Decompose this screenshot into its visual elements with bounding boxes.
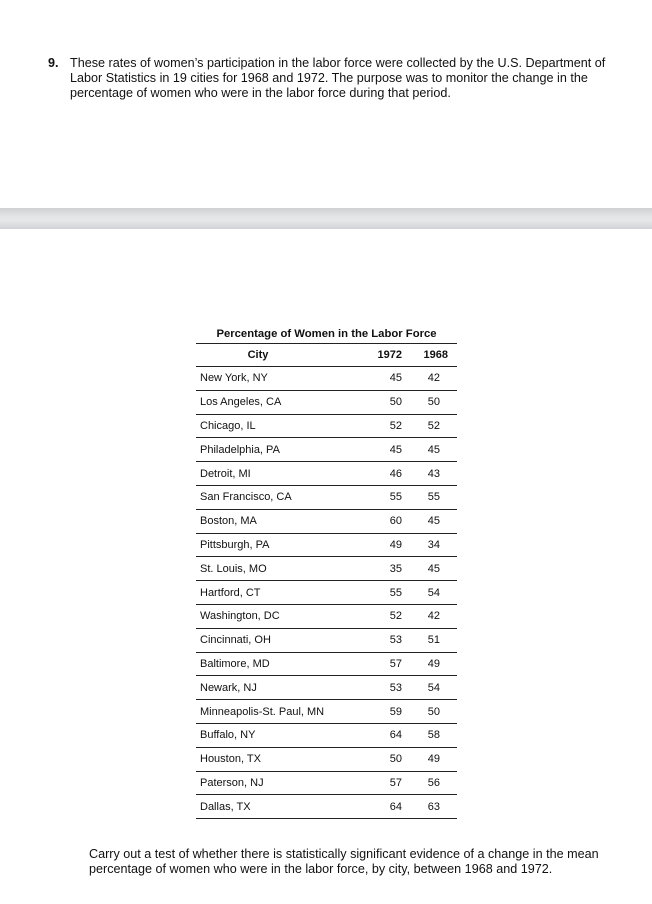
value-1968-cell: 55 <box>402 485 457 509</box>
value-1968-cell: 52 <box>402 414 457 438</box>
table-row <box>196 628 457 652</box>
table-title: Percentage of Women in the Labor Force <box>196 325 457 344</box>
city-cell: Cincinnati, OH <box>196 628 360 652</box>
city-cell: Philadelphia, PA <box>196 438 360 462</box>
value-1968-cell: 42 <box>402 367 457 391</box>
value-1972-cell: 57 <box>360 771 402 795</box>
city-cell: San Francisco, CA <box>196 485 360 509</box>
page-divider <box>0 208 652 229</box>
table-row <box>196 747 457 771</box>
value-1968-cell: 54 <box>402 581 457 605</box>
table-row <box>196 462 457 486</box>
city-cell: Los Angeles, CA <box>196 390 360 414</box>
value-1972-cell: 55 <box>360 581 402 605</box>
value-1972-cell: 50 <box>360 390 402 414</box>
value-1968-cell: 63 <box>402 795 457 819</box>
value-1972-cell: 50 <box>360 747 402 771</box>
table-row <box>196 414 457 438</box>
table-row <box>196 509 457 533</box>
value-1972-cell: 55 <box>360 485 402 509</box>
question-number: 9. <box>48 56 59 70</box>
value-1972-cell: 49 <box>360 533 402 557</box>
table-row <box>196 367 457 391</box>
city-cell: Dallas, TX <box>196 795 360 819</box>
table-row <box>196 700 457 724</box>
table-row <box>196 795 457 819</box>
value-1972-cell: 45 <box>360 438 402 462</box>
table-body <box>196 367 457 819</box>
table-row <box>196 676 457 700</box>
value-1968-cell: 54 <box>402 676 457 700</box>
header-city: City <box>196 344 360 367</box>
table-row <box>196 604 457 628</box>
city-cell: Newark, NJ <box>196 676 360 700</box>
city-cell: Baltimore, MD <box>196 652 360 676</box>
table-row <box>196 438 457 462</box>
value-1972-cell: 52 <box>360 604 402 628</box>
value-1972-cell: 57 <box>360 652 402 676</box>
value-1972-cell: 46 <box>360 462 402 486</box>
city-cell: Boston, MA <box>196 509 360 533</box>
labor-force-table <box>196 325 457 819</box>
table-row <box>196 533 457 557</box>
value-1972-cell: 60 <box>360 509 402 533</box>
value-1968-cell: 56 <box>402 771 457 795</box>
city-cell: St. Louis, MO <box>196 557 360 581</box>
value-1968-cell: 49 <box>402 747 457 771</box>
city-cell: Chicago, IL <box>196 414 360 438</box>
value-1972-cell: 64 <box>360 723 402 747</box>
city-cell: Houston, TX <box>196 747 360 771</box>
value-1968-cell: 45 <box>402 438 457 462</box>
table-row <box>196 581 457 605</box>
value-1968-cell: 42 <box>402 604 457 628</box>
value-1968-cell: 45 <box>402 557 457 581</box>
header-1968: 1968 <box>402 344 457 367</box>
city-cell: Pittsburgh, PA <box>196 533 360 557</box>
table-row <box>196 771 457 795</box>
table-header-row <box>196 344 457 367</box>
value-1972-cell: 52 <box>360 414 402 438</box>
city-cell: Hartford, CT <box>196 581 360 605</box>
value-1972-cell: 53 <box>360 676 402 700</box>
value-1972-cell: 59 <box>360 700 402 724</box>
city-cell: Detroit, MI <box>196 462 360 486</box>
table-row <box>196 557 457 581</box>
value-1972-cell: 64 <box>360 795 402 819</box>
table-row <box>196 390 457 414</box>
value-1972-cell: 45 <box>360 367 402 391</box>
city-cell: Paterson, NJ <box>196 771 360 795</box>
value-1972-cell: 53 <box>360 628 402 652</box>
header-1972: 1972 <box>360 344 402 367</box>
value-1968-cell: 50 <box>402 700 457 724</box>
table-row <box>196 723 457 747</box>
value-1968-cell: 50 <box>402 390 457 414</box>
value-1972-cell: 35 <box>360 557 402 581</box>
value-1968-cell: 51 <box>402 628 457 652</box>
data-table <box>196 344 457 819</box>
table-row <box>196 485 457 509</box>
city-cell: Buffalo, NY <box>196 723 360 747</box>
city-cell: New York, NY <box>196 367 360 391</box>
city-cell: Washington, DC <box>196 604 360 628</box>
value-1968-cell: 34 <box>402 533 457 557</box>
instruction-text: Carry out a test of whether there is statistically significant evidence of a change in the mean percentage of women who were in the labor force, by city, between 1968 and 1972. <box>89 847 599 876</box>
value-1968-cell: 58 <box>402 723 457 747</box>
value-1968-cell: 43 <box>402 462 457 486</box>
value-1968-cell: 49 <box>402 652 457 676</box>
value-1968-cell: 45 <box>402 509 457 533</box>
table-row <box>196 652 457 676</box>
question-block <box>48 56 618 101</box>
city-cell: Minneapolis-St. Paul, MN <box>196 700 360 724</box>
question-text: These rates of women’s participation in the labor force were collected by the U.S. Department of Labor Statistics in 19 cities for 1968 and 1972. The purpose was to monitor the change in the percentage of women who were in the labor force during that period. <box>70 56 606 100</box>
